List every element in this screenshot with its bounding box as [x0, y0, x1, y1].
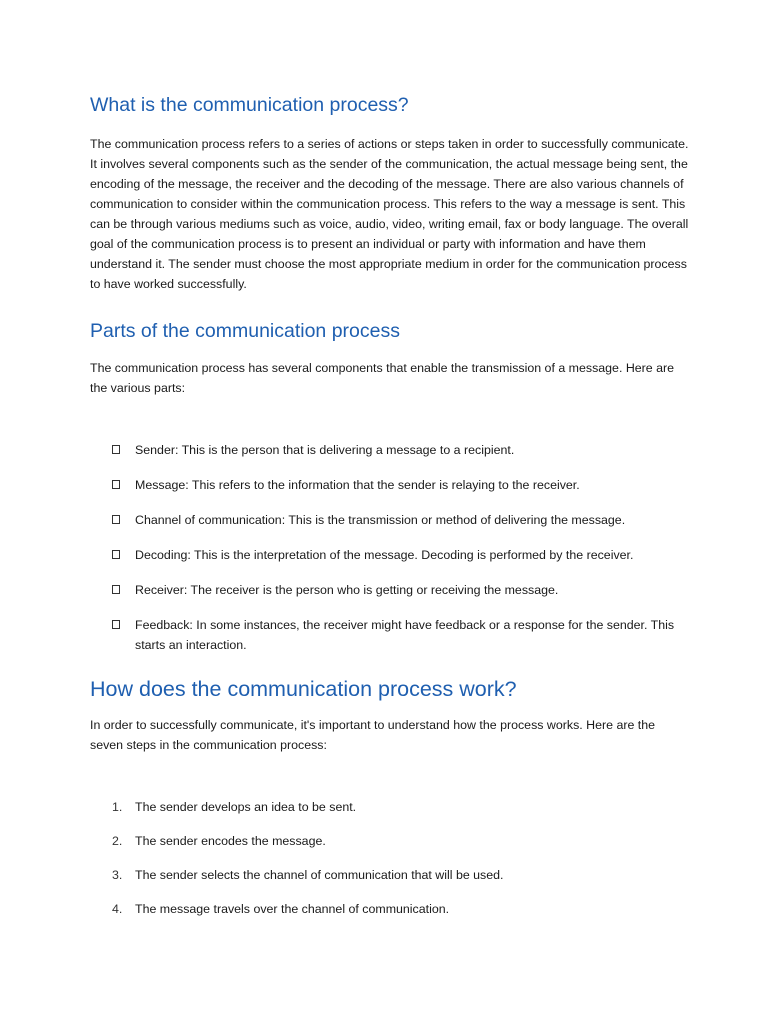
- list-item: [110, 475, 690, 495]
- checkbox-square-icon: [112, 480, 120, 489]
- checkbox-square-icon: [112, 585, 120, 594]
- steps-list: [90, 797, 690, 919]
- step-number: 4.: [112, 902, 123, 916]
- heading-what-is-communication-process: What is the communication process?: [90, 94, 409, 116]
- list-item: [110, 580, 690, 600]
- checkbox-square-icon: [112, 445, 120, 454]
- document-content: [90, 92, 690, 933]
- heading-how-process-works: How does the communication process work?: [90, 677, 517, 701]
- checkbox-square-icon: [112, 515, 120, 524]
- list-item-text: The sender encodes the message.: [135, 834, 326, 848]
- list-item: [112, 899, 690, 919]
- step-number: 2.: [112, 834, 123, 848]
- list-item-text: Message: This refers to the information that the sender is relaying to the receiver.: [135, 478, 580, 492]
- list-item-text: Feedback: In some instances, the receiver might have feedback or a response for the sender. This starts an interaction.: [135, 618, 675, 652]
- spacer: [90, 398, 690, 440]
- checkbox-square-icon: [112, 620, 120, 629]
- parts-list: [90, 440, 690, 655]
- list-item-text: Decoding: This is the interpretation of the message. Decoding is performed by the receiver.: [135, 548, 634, 562]
- list-item: [112, 797, 690, 817]
- paragraph-parts-intro: The communication process has several components that enable the transmission of a message. Here are the various parts:: [90, 361, 675, 395]
- step-number: 3.: [112, 868, 123, 882]
- list-item-text: Channel of communication: This is the transmission or method of delivering the message.: [135, 513, 626, 527]
- list-item: [112, 865, 690, 885]
- list-item: [110, 545, 690, 565]
- paragraph-steps-intro: In order to successfully communicate, it's important to understand how the process works. Here are the seven steps in the communication process:: [90, 718, 656, 752]
- list-item: [110, 440, 690, 460]
- list-item: [112, 831, 690, 851]
- spacer: [90, 755, 690, 797]
- list-item-text: Sender: This is the person that is delivering a message to a recipient.: [135, 443, 515, 457]
- list-item-text: The message travels over the channel of communication.: [135, 902, 450, 916]
- list-item: [110, 510, 690, 530]
- heading-parts-of-process: Parts of the communication process: [90, 320, 400, 342]
- list-item-text: The sender develops an idea to be sent.: [135, 800, 357, 814]
- list-item: [110, 615, 690, 655]
- step-number: 1.: [112, 800, 123, 814]
- list-item-text: Receiver: The receiver is the person who is getting or receiving the message.: [135, 583, 559, 597]
- list-item-text: The sender selects the channel of communication that will be used.: [135, 868, 504, 882]
- paragraph-definition: The communication process refers to a series of actions or steps taken in order to successfully communicate. It involves several components such as the sender of the communication, the actual message being sent, the encoding of the message, the receiver and the decoding of the message. There are also various channels of communication to consider within the communication process. This refers to the way a message is sent. This can be through various mediums such as voice, audio, video, writing email, fax or body language. The overall goal of the communication process is to present an individual or party with information and have them understand it. The sender must choose the most appropriate medium in order for the communication process to have worked successfully.: [90, 137, 689, 291]
- checkbox-square-icon: [112, 550, 120, 559]
